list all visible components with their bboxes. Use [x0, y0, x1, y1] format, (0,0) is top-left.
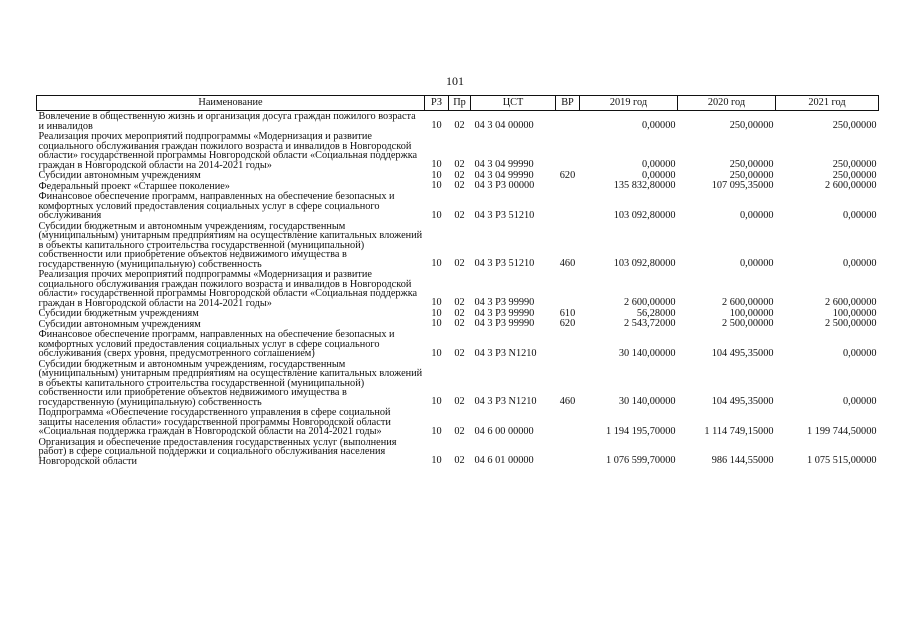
- table-header-row: [37, 96, 879, 111]
- cell-2019: 1 194 195,70000: [605, 425, 676, 437]
- table-row: [37, 170, 879, 181]
- cell-vr: [556, 181, 580, 192]
- table-row: [37, 191, 879, 221]
- cell-rz: 10: [431, 159, 442, 170]
- cell-name: Вовлечение в общественную жизнь и организация досуга граждан пожилого возраста и инвалидов: [38, 111, 416, 132]
- cell-2021: 0,00000: [843, 396, 877, 407]
- cell-2021: 1 075 515,00000: [806, 455, 877, 466]
- cell-name: Финансовое обеспечение программ, направленных на обеспечение безопасных и комфортных условий предоставления социальных услуг в сфере социального обслуживания (сверх уровня, предусмотренного соглашением): [38, 329, 395, 359]
- cell-2020: 0,00000: [740, 258, 774, 269]
- cell-2019: 0,00000: [642, 159, 676, 170]
- cell-vr: 610: [559, 307, 576, 319]
- cell-2019: 103 092,80000: [613, 209, 676, 221]
- table-row: [37, 269, 879, 308]
- cell-2021: 2 600,00000: [825, 297, 877, 308]
- cell-pr: 02: [454, 318, 465, 329]
- table-row: [37, 221, 879, 270]
- cell-name: Подпрограмма «Обеспечение государственного управления в сфере социальной защиты населения области» государственной программы Новгородской области «Социальная поддержка граждан в Новгородской области на 2014-2021 годы»: [38, 407, 391, 437]
- header-rz: РЗ: [425, 96, 449, 111]
- cell-vr: 620: [559, 318, 576, 329]
- table-row: [37, 111, 879, 132]
- table-row: [37, 308, 879, 319]
- cell-2020: 1 114 749,15000: [704, 425, 774, 437]
- cell-pr: 02: [454, 159, 465, 170]
- cell-rz: 10: [431, 425, 442, 437]
- cell-name: Организация и обеспечение предоставления государственных услуг (выполнения работ) в сфере социальной поддержки и социального обслуживания населения Новгородской области: [38, 436, 397, 467]
- cell-pr: 02: [454, 425, 465, 437]
- cell-pr: 02: [454, 169, 465, 181]
- cell-rz: 10: [431, 258, 442, 269]
- cell-rz: 10: [431, 455, 442, 466]
- cell-2021: 1 199 744,50000: [806, 425, 877, 437]
- cell-pr: 02: [454, 120, 465, 131]
- cell-name: Реализация прочих мероприятий подпрограммы «Модернизация и развитие социального обслуживания граждан пожилого возраста и инвалидов в Новгородской области» государственной программы Новгородской области «Социальная поддержка граждан в Новгородской области на 2014-2021 годы»: [38, 269, 418, 309]
- cell-rz: 10: [431, 209, 442, 221]
- cell-cst: 04 3 Р3 00000: [474, 180, 535, 191]
- header-2019: 2019 год: [580, 96, 678, 111]
- cell-2020: 104 495,35000: [711, 396, 774, 407]
- cell-2021: 100,00000: [832, 307, 877, 319]
- header-pr: Пр: [449, 96, 471, 111]
- cell-2021: 250,00000: [832, 169, 877, 181]
- budget-table: [36, 95, 879, 466]
- cell-name: Реализация прочих мероприятий подпрограммы «Модернизация и развитие социального обслуживания граждан пожилого возраста и инвалидов в Новгородской области» государственной программы Новгородской области «Социальная поддержка граждан в Новгородской области на 2014-2021 годы»: [38, 131, 418, 171]
- cell-2020: 107 095,35000: [711, 180, 774, 191]
- cell-2020: 2 500,00000: [722, 318, 774, 329]
- cell-cst: 04 3 04 99990: [474, 169, 534, 181]
- cell-pr: 02: [454, 209, 465, 221]
- cell-2021: 0,00000: [843, 258, 877, 269]
- cell-2021: 250,00000: [832, 120, 877, 131]
- cell-rz: 10: [431, 180, 442, 191]
- cell-vr: [556, 407, 580, 437]
- cell-rz: 10: [431, 297, 442, 308]
- cell-pr: 02: [454, 258, 465, 269]
- cell-pr: 02: [454, 307, 465, 319]
- cell-vr: 460: [559, 258, 576, 269]
- header-name: Наименование: [37, 96, 425, 111]
- cell-pr: 02: [454, 455, 465, 466]
- cell-2020: 100,00000: [729, 307, 774, 319]
- cell-vr: [556, 269, 580, 308]
- cell-2021: 250,00000: [832, 159, 877, 170]
- table-row: [37, 319, 879, 330]
- header-cst: ЦСТ: [471, 96, 556, 111]
- cell-vr: [556, 329, 580, 359]
- cell-2019: 1 076 599,70000: [605, 455, 676, 466]
- cell-cst: 04 3 Р3 51210: [474, 258, 535, 269]
- table-row: [37, 407, 879, 437]
- cell-vr: [556, 131, 580, 170]
- cell-cst: 04 3 Р3 51210: [474, 209, 535, 221]
- cell-2021: 0,00000: [843, 209, 877, 221]
- cell-vr: 460: [559, 396, 576, 407]
- cell-pr: 02: [454, 297, 465, 308]
- cell-cst: 04 6 00 00000: [474, 425, 534, 437]
- cell-name: Субсидии бюджетным и автономным учреждениям, государственным (муниципальным) унитарным предприятиям на осуществление капитальных вложений в объекты капитального строительства государственной (муниципальной) собственности или приобретение объектов недвижимого имущества в государственную (муниципальную) собственность: [38, 358, 423, 408]
- cell-name: Субсидии автономным учреждениям: [38, 170, 201, 181]
- cell-2020: 250,00000: [729, 169, 774, 181]
- cell-2020: 2 600,00000: [722, 297, 774, 308]
- cell-cst: 04 3 Р3 N1210: [474, 396, 537, 407]
- cell-rz: 10: [431, 347, 442, 359]
- cell-2021: 2 500,00000: [825, 318, 877, 329]
- cell-rz: 10: [431, 120, 442, 131]
- cell-vr: [556, 111, 580, 132]
- cell-pr: 02: [454, 347, 465, 359]
- cell-vr: [556, 191, 580, 221]
- cell-rz: 10: [431, 307, 442, 319]
- cell-cst: 04 3 04 00000: [474, 120, 534, 131]
- cell-cst: 04 3 Р3 99990: [474, 307, 535, 319]
- cell-name: Финансовое обеспечение программ, направленных на обеспечение безопасных и комфортных условий предоставления социальных услуг в сфере социального обслуживания: [38, 191, 395, 221]
- cell-vr: 620: [559, 169, 576, 181]
- cell-rz: 10: [431, 396, 442, 407]
- cell-vr: [556, 437, 580, 467]
- cell-cst: 04 3 04 99990: [474, 159, 534, 170]
- cell-rz: 10: [431, 318, 442, 329]
- cell-2020: 250,00000: [729, 120, 774, 131]
- table-row: [37, 359, 879, 408]
- header-vr: ВР: [556, 96, 580, 111]
- table-row: [37, 437, 879, 467]
- cell-cst: 04 3 Р3 99990: [474, 297, 535, 308]
- cell-name: Субсидии бюджетным и автономным учреждениям, государственным (муниципальным) унитарным предприятиям на осуществление капитальных вложений в объекты капитального строительства государственной (муниципальной) собственности или приобретение объектов недвижимого имущества в государственную (муниципальную) собственность: [38, 220, 423, 270]
- cell-2021: 2 600,00000: [825, 180, 877, 191]
- cell-cst: 04 3 Р3 99990: [474, 318, 535, 329]
- cell-name: Субсидии бюджетным учреждениям: [38, 308, 199, 319]
- cell-2019: 0,00000: [642, 120, 676, 131]
- cell-2020: 986 144,55000: [711, 455, 774, 466]
- table-row: [37, 181, 879, 192]
- cell-2019: 30 140,00000: [618, 396, 676, 407]
- cell-2020: 104 495,35000: [711, 347, 774, 359]
- cell-2021: 0,00000: [843, 347, 877, 359]
- cell-2019: 30 140,00000: [618, 347, 676, 359]
- header-2020: 2020 год: [678, 96, 776, 111]
- cell-2019: 0,00000: [642, 169, 676, 181]
- cell-name: Субсидии автономным учреждениям: [38, 318, 201, 330]
- cell-rz: 10: [431, 169, 442, 181]
- cell-cst: 04 3 Р3 N1210: [474, 347, 537, 359]
- cell-name: Федеральный проект «Старшее поколение»: [38, 180, 230, 192]
- header-2021: 2021 год: [776, 96, 879, 111]
- cell-2019: 135 832,80000: [613, 180, 676, 191]
- cell-2020: 250,00000: [729, 159, 774, 170]
- cell-pr: 02: [454, 396, 465, 407]
- cell-2019: 56,28000: [636, 307, 676, 319]
- table-row: [37, 329, 879, 359]
- cell-2019: 2 600,00000: [624, 297, 676, 308]
- table-row: [37, 131, 879, 170]
- page-number: 101: [446, 74, 464, 88]
- cell-2019: 103 092,80000: [613, 258, 676, 269]
- cell-2019: 2 543,72000: [624, 318, 676, 329]
- cell-2020: 0,00000: [740, 209, 774, 221]
- cell-cst: 04 6 01 00000: [474, 455, 534, 466]
- cell-pr: 02: [454, 180, 465, 191]
